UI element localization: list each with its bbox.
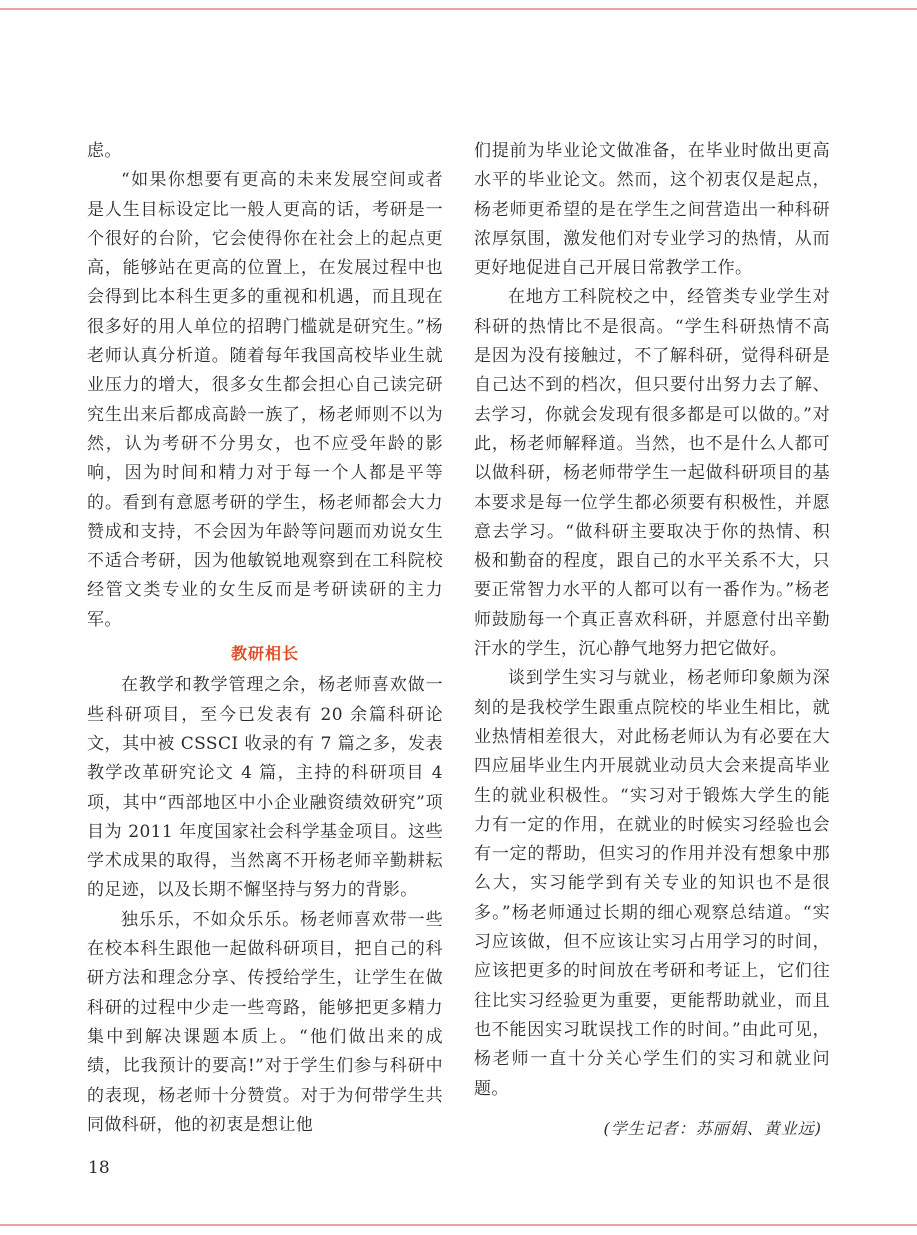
paragraph: 虑。 <box>87 141 122 161</box>
left-column <box>87 137 443 1140</box>
paragraph: 在地方工科院校之中，经管类专业学生对科研的热情比不是很高。“学生科研热情不高是因为没有接触过，不了解科研，觉得科研是自己达不到的档次，但只要付出努力去了解、去学习，你就会发现有很多都是可以做的。”对此，杨老师解释道。当然，也不是什么人都可以做科研，杨老师带学生一起做科研项目的基本要求是每一位学生都必须要有积极性，并愿意去学习。“做科研主要取决于你的热情、积极和勤奋的程度，跟自己的水平关系不大，只要正常智力水平的人都可以有一番作为。”杨老师鼓励每一个真正喜欢科研，并愿意付出辛勤汗水的学生，沉心静气地努力把它做好。 <box>474 287 830 660</box>
paragraph: “如果你想要有更高的未来发展空间或者是人生目标设定比一般人更高的话，考研是一个很好的台阶，它会使得你在社会上的起点更高，能够站在更高的位置上，在发展过程中也会得到比本科生更多的重视和机遇，而且现在很多好的用人单位的招聘门槛就是研究生。”杨老师认真分析道。随着每年我国高校毕业生就业压力的增大，很多女生都会担心自己读完研究生出来后都成高龄一族了，杨老师则不以为然，认为考研不分男女，也不应受年龄的影响，因为时间和精力对于每一个人都是平等的。看到有意愿考研的学生，杨老师都会大力赞成和支持，不会因为年龄等问题而劝说女生不适合考研，因为他敏锐地观察到在工科院校经管文类专业的女生反而是考研读研的主力军。 <box>87 170 443 630</box>
paragraph: 谈到学生实习与就业，杨老师印象颇为深刻的是我校学生跟重点院校的毕业生相比，就业热情相差很大，对此杨老师认为有必要在大四应届毕业生内开展就业动员大会来提高毕业生的就业积极性。“实习对于锻炼大学生的能力有一定的作用，在就业的时候实习经验也会有一定的帮助，但实习的作用并没有想象中那么大，实习能学到有关专业的知识也不是很多。”杨老师通过长期的细心观察总结道。“实习应该做，但不应该让实习占用学习的时间，应该把更多的时间放在考研和考证上，它们往往比实习经验更为重要，更能帮助就业，而且也不能因实习耽误找工作的时间。”由此可见，杨老师一直十分关心学生们的实习和就业问题。 <box>474 668 830 1099</box>
right-column <box>474 137 830 1143</box>
top-border-rule <box>0 8 917 10</box>
paragraph: 在教学和教学管理之余，杨老师喜欢做一些科研项目，至今已发表有 20 余篇科研论文，其中被 CSSCI 收录的有 7 篇之多，发表教学改革研究论文 4 篇，主持的科研项目 4 项，其中“西部地区中小企业融资绩效研究”项目为 2011 年度国家社会科学基金项目。这些学术成果的取得，当然离不开杨老师辛勤耕耘的足迹，以及长期不懈坚持与努力的背影。 <box>87 675 443 901</box>
paragraph: 们提前为毕业论文做准备，在毕业时做出更高水平的毕业论文。然而，这个初衷仅是起点，杨老师更希望的是在学生之间营造出一种科研浓厚氛围，激发他们对专业学习的热情，从而更好地促进自己开展日常教学工作。 <box>474 141 830 279</box>
section-heading: 教研相长 <box>230 644 299 664</box>
page-number: 18 <box>88 1158 110 1178</box>
paragraph: 独乐乐，不如众乐乐。杨老师喜欢带一些在校本科生跟他一起做科研项目，把自己的科研方法和理念分享、传授给学生，让学生在做科研的过程中少走一些弯路，能够把更多精力集中到解决课题本质上。“他们做出来的成绩，比我预计的要高!”对于学生们参与科研中的表现，杨老师十分赞赏。对于为何带学生共同做科研，他的初衷是想让他 <box>87 909 443 1135</box>
author-credit: (学生记者：苏丽娟、黄业远) <box>603 1118 822 1138</box>
bottom-border-rule <box>0 1224 917 1226</box>
